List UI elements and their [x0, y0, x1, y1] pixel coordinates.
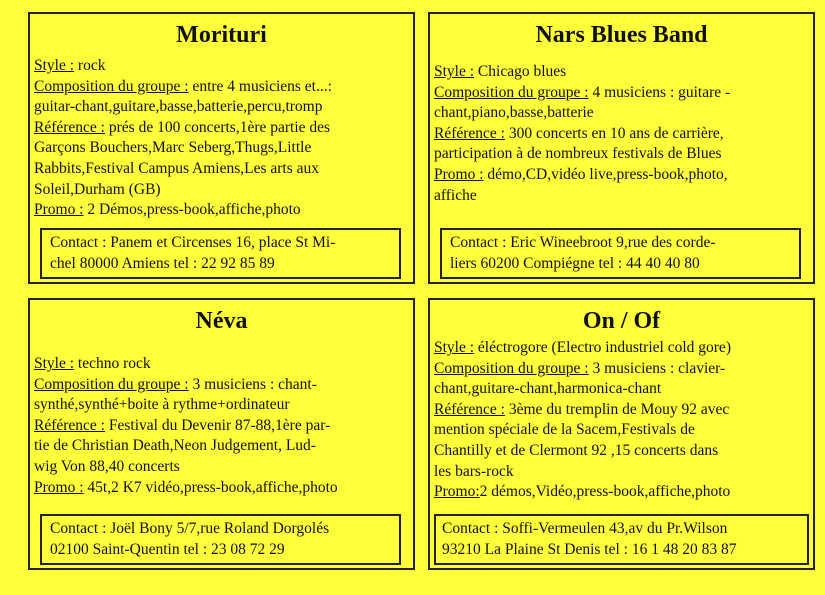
promo-value: 2 Démos,press-book,affiche,photo: [83, 201, 301, 219]
promo-line: [34, 478, 409, 499]
composition-label: Composition du groupe :: [434, 359, 589, 377]
contact-box: [40, 514, 401, 565]
promo-label: Promo :: [434, 165, 484, 183]
reference-continued: Soleil,Durham (GB): [34, 180, 161, 198]
reference-continued: tie de Christian Death,Neon Judgement, Lud-: [34, 437, 316, 455]
style-line: [34, 56, 409, 77]
composition-continued: chant,guitare-chant,harmonica-chant: [434, 380, 662, 398]
reference-continued: les bars-rock: [434, 462, 514, 480]
promo-continued: affiche: [434, 186, 477, 204]
contact-line: Contact : Eric Wineebroot 9,rue des corde-: [450, 234, 716, 251]
reference-continued: Rabbits,Festival Campus Amiens,Les arts aux: [34, 159, 320, 177]
contact-line: 02100 Saint-Quentin tel : 23 08 72 29: [50, 540, 285, 558]
composition-continued: chant,piano,basse,batterie: [434, 104, 594, 122]
promo-label: Promo:: [434, 483, 480, 501]
promo-value: démo,CD,vidéo live,press-book,photo,: [483, 165, 728, 183]
band-card-on-of: [428, 298, 815, 570]
band-title: Néva: [195, 308, 248, 334]
style-line: [34, 354, 409, 375]
reference-value: Festival du Devenir 87-88,1ère par-: [105, 416, 331, 434]
composition-continued: guitar-chant,guitare,basse,batterie,percu,tromp: [34, 98, 323, 116]
promo-line: [434, 482, 809, 503]
composition-line: [34, 375, 409, 396]
reference-line: [34, 416, 409, 437]
promo-line: [434, 165, 809, 186]
composition-value: entre 4 musiciens et...:: [188, 77, 332, 95]
band-card-morituri: [28, 12, 415, 284]
reference-line: [434, 124, 809, 145]
contact-box: [440, 228, 801, 279]
promo-label: Promo :: [34, 201, 84, 219]
reference-label: Référence :: [434, 124, 505, 142]
contact-line: Contact : Panem et Circenses 16, place St Mi-: [50, 234, 336, 251]
style-label: Style :: [434, 339, 475, 356]
reference-value: 300 concerts en 10 ans de carrière,: [505, 124, 724, 142]
style-value: rock: [74, 57, 106, 74]
style-label: Style :: [34, 355, 75, 372]
contact-line: 93210 La Plaine St Denis tel : 16 1 48 20 83 87: [442, 540, 737, 558]
contact-line: chel 80000 Amiens tel : 22 92 85 89: [50, 254, 275, 272]
reference-line: [434, 400, 809, 421]
contact-box: [40, 228, 401, 279]
composition-continued: synthé,synthé+boite à rythme+ordinateur: [34, 396, 290, 414]
promo-label: Promo :: [34, 478, 84, 496]
band-title: On / Of: [582, 308, 661, 334]
band-title: Morituri: [176, 22, 267, 48]
style-label: Style :: [34, 57, 75, 74]
promo-value: 2 démos,Vidéo,press-book,affiche,photo: [479, 483, 731, 501]
style-label: Style :: [434, 63, 475, 80]
contact-line: Contact : Soffi-Vermeulen 43,av du Pr.Wilson: [442, 520, 728, 537]
band-title: Nars Blues Band: [535, 22, 708, 48]
reference-value: 3ème du tremplin de Mouy 92 avec: [505, 400, 730, 418]
composition-value: 3 musiciens : chant-: [188, 375, 317, 393]
style-value: techno rock: [74, 355, 151, 372]
composition-line: [434, 359, 809, 380]
composition-label: Composition du groupe :: [34, 375, 189, 393]
reference-continued: Garçons Bouchers,Marc Seberg,Thugs,Little: [34, 139, 312, 157]
band-card-nars-blues-band: [428, 12, 815, 284]
reference-label: Référence :: [434, 400, 505, 418]
reference-continued: mention spéciale de la Sacem,Festivals de: [434, 421, 695, 439]
style-value: éléctrogore (Electro industriel cold gore): [474, 339, 731, 356]
composition-value: 3 musiciens : clavier-: [588, 359, 726, 377]
reference-continued: participation à de nombreux festivals de Blues: [434, 145, 722, 163]
composition-label: Composition du groupe :: [434, 83, 589, 101]
promo-line: [34, 200, 409, 221]
reference-label: Référence :: [34, 416, 105, 434]
contact-line: liers 60200 Compiégne tel : 44 40 40 80: [450, 254, 700, 272]
reference-continued: wig Von 88,40 concerts: [34, 457, 180, 475]
reference-value: prés de 100 concerts,1ère partie des: [105, 118, 331, 136]
reference-continued: Chantilly et de Clermont 92 ,15 concerts dans: [434, 441, 719, 459]
reference-line: [34, 118, 409, 139]
style-line: [434, 338, 809, 359]
composition-line: [34, 77, 409, 98]
promo-value: 45t,2 K7 vidéo,press-book,affiche,photo: [83, 478, 338, 496]
style-value: Chicago blues: [474, 63, 567, 80]
reference-label: Référence :: [34, 118, 105, 136]
composition-value: 4 musiciens : guitare -: [588, 83, 731, 101]
band-card-neva: [28, 298, 415, 570]
contact-box: [434, 514, 809, 565]
composition-label: Composition du groupe :: [34, 77, 189, 95]
composition-line: [434, 83, 809, 104]
style-line: [434, 62, 809, 83]
contact-line: Contact : Joël Bony 5/7,rue Roland Dorgolés: [50, 520, 330, 537]
